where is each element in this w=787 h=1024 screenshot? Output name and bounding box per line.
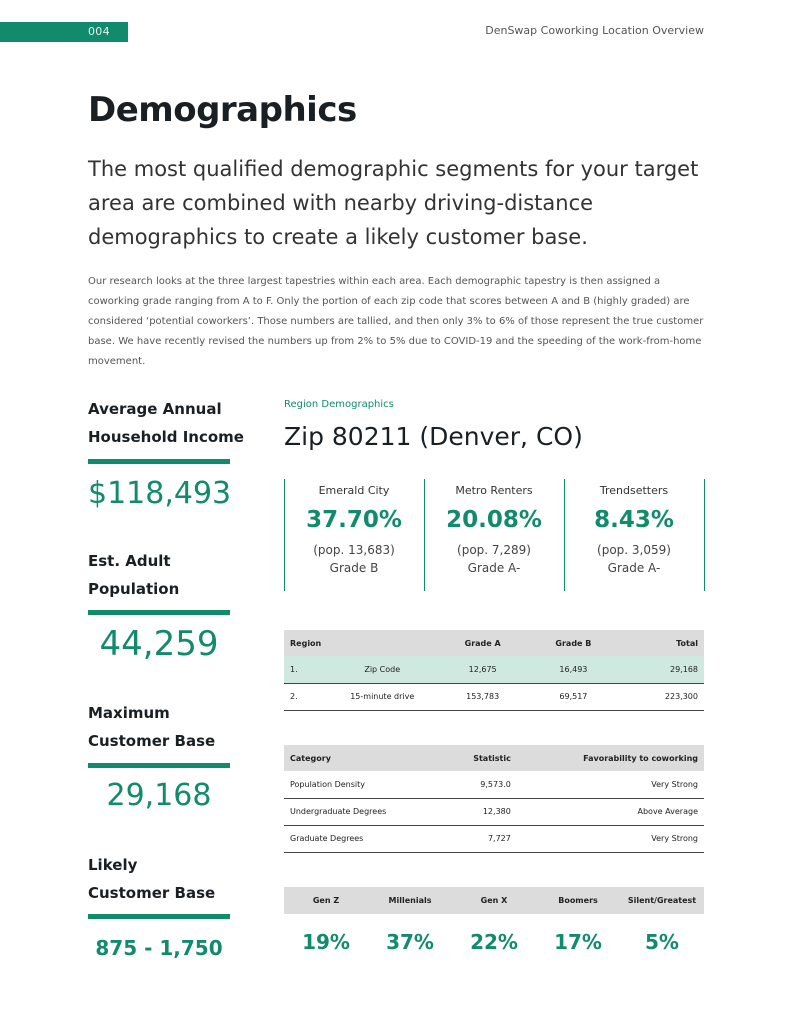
- region-table: [284, 630, 704, 711]
- stat-population-label: Est. Adult Population: [88, 552, 180, 598]
- stat-income-value: $118,493: [88, 476, 232, 511]
- stat-population-value: 44,259: [99, 624, 219, 664]
- stat-divider: [88, 763, 230, 768]
- category-table: [284, 745, 704, 853]
- tapestry-metro-renters: Metro Renters 20.08% (pop. 7,289) Grade A-: [446, 484, 542, 575]
- stat-divider: [88, 610, 230, 615]
- stat-likely-base-value: 875 - 1,750: [95, 936, 223, 960]
- page-title: Demographics: [88, 90, 357, 130]
- tapestry-emerald-city: Emerald City 37.70% (pop. 13,683) Grade B: [306, 484, 402, 575]
- table-header-row: Category Statistic Favorability to coworking: [284, 745, 704, 771]
- body-paragraph: Our research looks at the three largest tapestries within each area. Each demographic tapestry is then assigned a coworking grade ranging from A to F. Only the portion of each zip code that scores between A and B (highly graded) are considered ‘potential coworkers’. Those numbers are tallied, and then only 3% to 6% of those represent the true customer base. We have recently revised the numbers up from 2% to 5% due to COVID-19 and the speeding of the work-from-home movement.: [88, 276, 704, 367]
- stat-max-base-label: Maximum Customer Base: [88, 704, 216, 750]
- lead-paragraph: The most qualified demographic segments for your target area are combined with nearby driving-distance demographics to create a likely customer base.: [88, 157, 699, 249]
- region-tag: Region Demographics: [284, 399, 394, 410]
- stat-income-label: Average Annual Household Income: [88, 400, 244, 446]
- table-header-row: Region Grade A Grade B Total: [284, 630, 704, 656]
- tapestry-trendsetters: Trendsetters 8.43% (pop. 3,059) Grade A-: [594, 484, 674, 575]
- region-title: Zip 80211 (Denver, CO): [284, 422, 583, 451]
- stat-divider: [88, 914, 230, 919]
- table-row: Population Density 9,573.0 Very Strong: [284, 771, 704, 798]
- page-number: 004: [0, 22, 128, 42]
- stat-divider: [88, 459, 230, 464]
- tapestry-divider: [704, 479, 705, 591]
- generation-value: 37%: [386, 930, 434, 954]
- generation-label: Gen Z: [312, 896, 340, 905]
- table-row: 2. 15-minute drive 153,783 69,517 223,300: [284, 683, 704, 710]
- generation-label: Gen X: [480, 896, 508, 905]
- generation-header: [284, 887, 704, 914]
- table-row: Graduate Degrees 7,727 Very Strong: [284, 825, 704, 852]
- stat-max-base-value: 29,168: [106, 778, 212, 813]
- generation-label: Boomers: [558, 896, 598, 905]
- document-title: DenSwap Coworking Location Overview: [485, 24, 704, 37]
- generation-label: Silent/Greatest: [627, 896, 697, 905]
- generation-value: 19%: [302, 930, 350, 954]
- generation-label: Millenials: [388, 896, 432, 905]
- table-row: Undergraduate Degrees 12,380 Above Average: [284, 798, 704, 825]
- generation-value: 17%: [554, 930, 602, 954]
- generation-value: 5%: [645, 930, 679, 954]
- generation-values: [284, 930, 704, 954]
- generation-value: 22%: [470, 930, 518, 954]
- table-row: 1. Zip Code 12,675 16,493 29,168: [284, 656, 704, 683]
- stat-likely-base-label: Likely Customer Base: [88, 856, 216, 902]
